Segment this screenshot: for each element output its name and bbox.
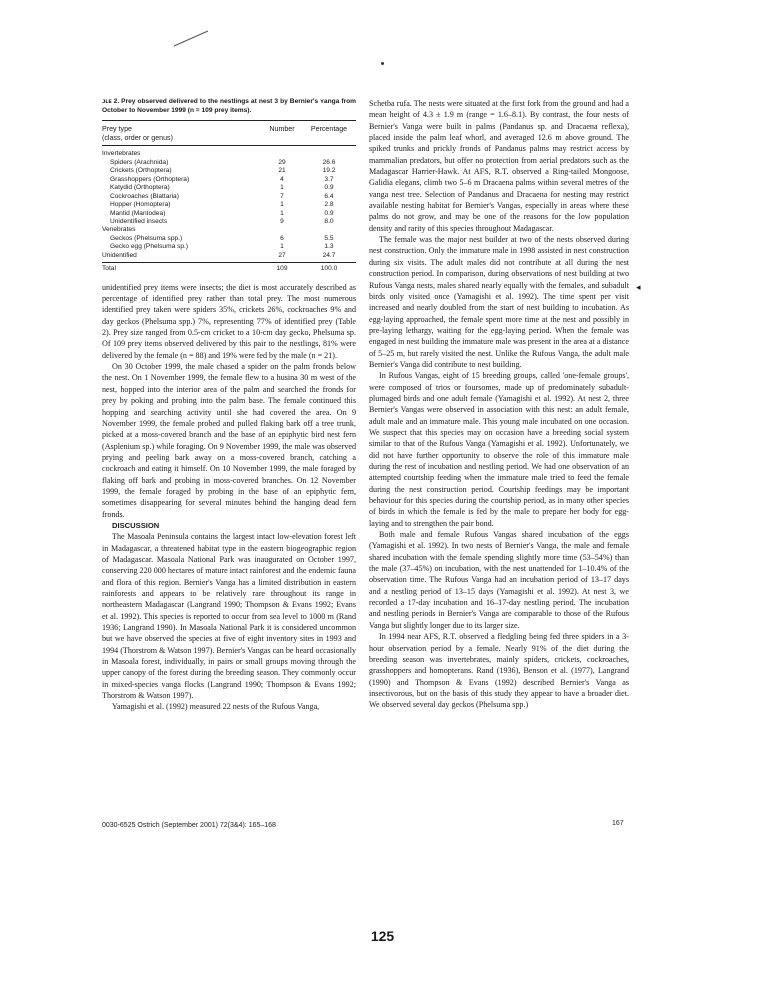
cell-percentage: 0.9 bbox=[324, 184, 334, 192]
paragraph: The female was the major nest builder at two of the nests observed during nest construction. Only the immature male in 1998 assisted in nest construction during six visits. The adult males did not contribute at all during the nest construction period. In comparison, during observations of nest building at two Rufous Vanga nests, males shared nearly equally with the females, and subadult birds only visited once (Yamagishi et al. 1992). The time spent per visit increased and nearly doubled from the start of nest building to incubation. As egg-laying approached, the female spent more time at the nest and possibly in pre-laying lethargy, waiting for the egg-laying period. When the female was engaged in nest building the immature male was present in the area at a distance of 5–25 m, but rarely visited the nest. Unlike the Rufous Vanga, the adult male Bernier's Vanga did contribute to nest building. bbox=[369, 235, 629, 369]
cell-percentage: 3.7 bbox=[324, 175, 334, 183]
margin-arrow-icon: ◂ bbox=[636, 282, 641, 292]
cell-prey-type: Cockroaches (Blattaria) bbox=[110, 192, 179, 200]
cell-number: 1 bbox=[280, 184, 284, 192]
cell-prey-type: Gecko egg (Phelsuma sp.) bbox=[110, 243, 189, 251]
cell-prey-type: Geckos (Phelsuma spp.) bbox=[110, 234, 183, 242]
table-row bbox=[102, 193, 356, 201]
table-row bbox=[102, 159, 356, 167]
table-row bbox=[102, 265, 356, 273]
cell-prey-type: Spiders (Arachnida) bbox=[110, 158, 169, 166]
table-row bbox=[102, 150, 356, 158]
cell-number bbox=[262, 226, 302, 234]
table-header bbox=[102, 121, 356, 145]
paragraph: unidentified prey items were insects; the diet is most accurately described as percentage of identified prey rather than total prey. The most numerous identified prey taken were spiders 35%, crickets 26%, cockroaches 9% and day geckos (Phelsuma spp.) 7%, representing 77% of identified prey (Table 2). Prey size ranged from 0.5-cm cricket to a 10-cm day gecko, Phelsuma sp. Of 109 prey items observed delivered by this pair to the nestlings, 81% were delivered by the female (n = 88) and 19% were fed by the male (n = 21). bbox=[102, 282, 356, 360]
cell-number: 7 bbox=[280, 192, 284, 200]
table-body bbox=[102, 150, 356, 273]
cell-prey-type: Hopper (Homoptera) bbox=[110, 201, 171, 209]
table-row bbox=[102, 210, 356, 218]
cell-percentage: 1.3 bbox=[324, 243, 334, 251]
paragraph: In Rufous Vangas, eight of 15 breeding groups, called 'one-female groups', were composed of trios or foursomes, made up of predominately subadult-plumaged birds and one adult female (Yamagishi et al. 1992). At nest 2, three Bernier's Vangas were observed in association with this nest: an adult female, adult male and an immature male. This young male incubated on one occasion. We suspect that this species may on occasion have a breeding social system similar to that of the Rufous Vanga (Yamagishi et al. 1992). Unfortunately, we did not have further opportunity to observe the role of this immature male during the rest of incubation and nestling period. We had one observation of an attempted courtship feeding when the immature male tried to feed the female during the nest construction period. Courtship feedings may be important behaviour for this species during the courtship period, as in many other species of birds in which the female is fed by the male to prepare her body for egg-laying and to strengthen the pair bond. bbox=[369, 371, 629, 528]
journal-citation: 0030-6525 Ostrich (September 2001) 72(3&4): 165–168 bbox=[102, 822, 276, 829]
cell-prey-type: Katydid (Orthoptera) bbox=[110, 184, 170, 192]
cell-percentage bbox=[302, 150, 356, 158]
table-row bbox=[102, 184, 356, 192]
table-row bbox=[102, 226, 356, 234]
cell-prey-type: Unidentified insects bbox=[110, 218, 168, 225]
table-row bbox=[102, 176, 356, 184]
cell-prey-type: Crickets (Orthoptera) bbox=[110, 167, 172, 175]
table-rule bbox=[102, 262, 356, 263]
table-row bbox=[102, 243, 356, 251]
cell-percentage bbox=[302, 226, 356, 234]
cell-number: 1 bbox=[280, 201, 284, 209]
page-number: 125 bbox=[370, 928, 395, 944]
paragraph: Yamagishi et al. (1992) measured 22 nests of the Rufous Vanga, bbox=[112, 702, 320, 712]
right-column bbox=[369, 98, 629, 711]
cell-number: 9 bbox=[280, 218, 284, 225]
cell-percentage: 6.4 bbox=[324, 192, 334, 200]
prey-table bbox=[102, 120, 356, 274]
cell-percentage: 8.0 bbox=[324, 218, 334, 225]
table-row bbox=[102, 252, 356, 260]
journal-page-number: 167 bbox=[612, 820, 624, 827]
table-row bbox=[102, 235, 356, 243]
cell-prey-type: Mantid (Mantodea) bbox=[110, 209, 166, 217]
paragraph: Schetba rufa. The nests were situated at the first fork from the ground and had a mean height of 4.3 ± 1.9 m (range = 1.6–8.1). By contrast, the four nests of Bernier's Vanga were built in palms (Pandanus sp. and Dracaena reflexa), placed inside the palm leaf whorl, and averaged 12.6 m above ground. The spiked trunks and prickly fronds of Pandanus palms may restrict access by mammalian predators, but offer no protection from aerial predators such as the Madagascar Harrier-Hawk. At AFS, R.T. observed a Ring-tailed Mongoose, Galidia elegans, climb two 5–6 m Dracaena palms within several metres of the vanga nest tree. Selection of Pandanus and Dracaena for nesting may restrict available nesting habitat for Bernier's Vangas, especially in areas where these palms do not grow, and may be one of the reasons for the low population density and rarity of this species throughout Madagascar. bbox=[369, 99, 629, 233]
cell-percentage: 2.8 bbox=[324, 201, 334, 209]
table-row bbox=[102, 218, 356, 226]
cell-percentage: 100.0 bbox=[320, 265, 338, 273]
paragraph: On 30 October 1999, the male chased a spider on the palm fronds below the nest. On 1 November 1999, the female flew to a husina 30 m west of the nest, hopped into the interior area of the palm and searched the fronds for prey by poking and probing into the palm base. The female continued this hopping and searching activity until she had covered the area. On 9 November 1999, the female probed and pulled flaking bark off a tree trunk, picked at a moss-covered branch and the base of an epiphytic bird nest fern (Asplenium sp.) while foraging. On 9 November 1999, the male was observed prying and peeling bark away on a moss-covered branch, catching a cockroach and eating it himself. On 10 November 1999, the male foraged by flaking off bark and probing in moss-covered branches. On 12 November 1999, the female foraged by probing in the base of an epiphytic fern, sometimes disappearing for several minutes behind the hanging dead fern fronds. bbox=[102, 362, 356, 519]
table-caption: ᴊʟᴇ 2. Prey observed delivered to the nestlings at nest 3 by Bernier's ʏanga from October to November 1999 (n = 109 prey items). bbox=[102, 98, 356, 114]
cell-number: 27 bbox=[278, 251, 286, 259]
cell-number bbox=[262, 150, 302, 158]
header-number: Number bbox=[269, 125, 295, 134]
cell-number: 6 bbox=[280, 234, 284, 242]
cell-number: 4 bbox=[280, 175, 284, 183]
section-heading: DISCUSSION bbox=[112, 520, 160, 530]
cell-number: 1 bbox=[280, 243, 284, 251]
cell-percentage: 19.2 bbox=[322, 167, 336, 175]
cell-prey-type: Total bbox=[102, 265, 116, 273]
header-percentage: Percentage bbox=[310, 125, 348, 134]
cell-percentage: 24.7 bbox=[322, 251, 336, 259]
table-row bbox=[102, 167, 356, 175]
header-prey-type-sub: (class, order or genus) bbox=[102, 133, 173, 142]
paragraph: Both male and female Rufous Vangas shared incubation of the eggs (Yamagishi et al. 1992). In two nests of Bernier's Vanga, the male and female shared incubation with the female spending slightly more time (53–54%) than the male (37–45%) on incubation, with the nest unattended for 1–10.4% of the observation time. The Rufous Vanga had an incubation period of 13–17 days and a nestling period of 13–15 days (Yamagishi et al. 1992). At nest 3, we recorded a 17-day incubation and 16–17-day nestling period. The incubation and nestling periods in Bernier's Vanga are comparable to those of the Rufous Vanga but slightly longer due to its larger size. bbox=[369, 530, 629, 630]
paragraph: In 1994 near AFS, R.T. observed a fledgling being fed three spiders in a 3-hour observation period by a female. Nearly 91% of the diet during the breeding season was invertebrates, mainly spiders, crickets, cockroaches, grasshoppers and homopterans. Rand (1936), Benson et al. (1977), Langrand (1990) and Thompson & Evans (1992) described Bernier's Vanga as insectivorous, but on the basis of this study they appear to have a broader diet. We observed several day geckos (Phelsuma spp.) bbox=[369, 632, 629, 710]
table-row bbox=[102, 201, 356, 209]
header-prey-type bbox=[102, 125, 262, 142]
speck bbox=[381, 62, 384, 65]
cell-percentage: 0.9 bbox=[324, 209, 334, 217]
cell-prey-type: Unidentified bbox=[102, 251, 137, 259]
cell-prey-type: Grasshoppers (Orthoptera) bbox=[110, 175, 190, 183]
cell-number: 1 bbox=[280, 209, 284, 217]
pen-mark bbox=[172, 28, 212, 48]
cell-number: 29 bbox=[278, 158, 286, 166]
cell-number: 109 bbox=[276, 265, 288, 273]
cell-prey-type: Invertebrates bbox=[102, 150, 141, 158]
paragraph: The Masoala Peninsula contains the largest intact low-elevation forest left in Madagascar, a threatened habitat type in the eastern biogeographic region of Madagascar. Masoala National Park was inaugurated on October 1997, conserving 220 000 hectares of mature intact rainforest and the endemic fauna and flora of this region. Bernier's Vanga has a limited distribution in eastern rainforests and appears to be relatively rare throughout its range in northeastern Madagascar (Langrand 1990; Thompson & Evans 1992; Evans et al. 1992). This species is reported to occur from sea level to 1000 m (Rand 1936; Langrand 1990). In Masoala National Park it is considered uncommon but we have observed the species at five of eight inventory sites in 1993 and 1994 (Thorstrom & Watson 1997). Bernier's Vangas can be heard occasionally in Masoala forest, individually, in pairs or small groups moving through the upper canopy of the forest during the breeding season. They commonly occur in mixed-species vanga flocks (Langrand 1990; Thompson & Evans 1992; Thorstrom & Watson 1997). bbox=[102, 532, 356, 701]
left-column bbox=[102, 98, 356, 713]
cell-percentage: 5.5 bbox=[324, 234, 334, 242]
header-prey-type-label: Prey type bbox=[102, 125, 132, 134]
cell-prey-type: Venebrates bbox=[102, 226, 136, 234]
cell-number: 21 bbox=[278, 167, 286, 175]
cell-percentage: 26.6 bbox=[322, 158, 336, 166]
